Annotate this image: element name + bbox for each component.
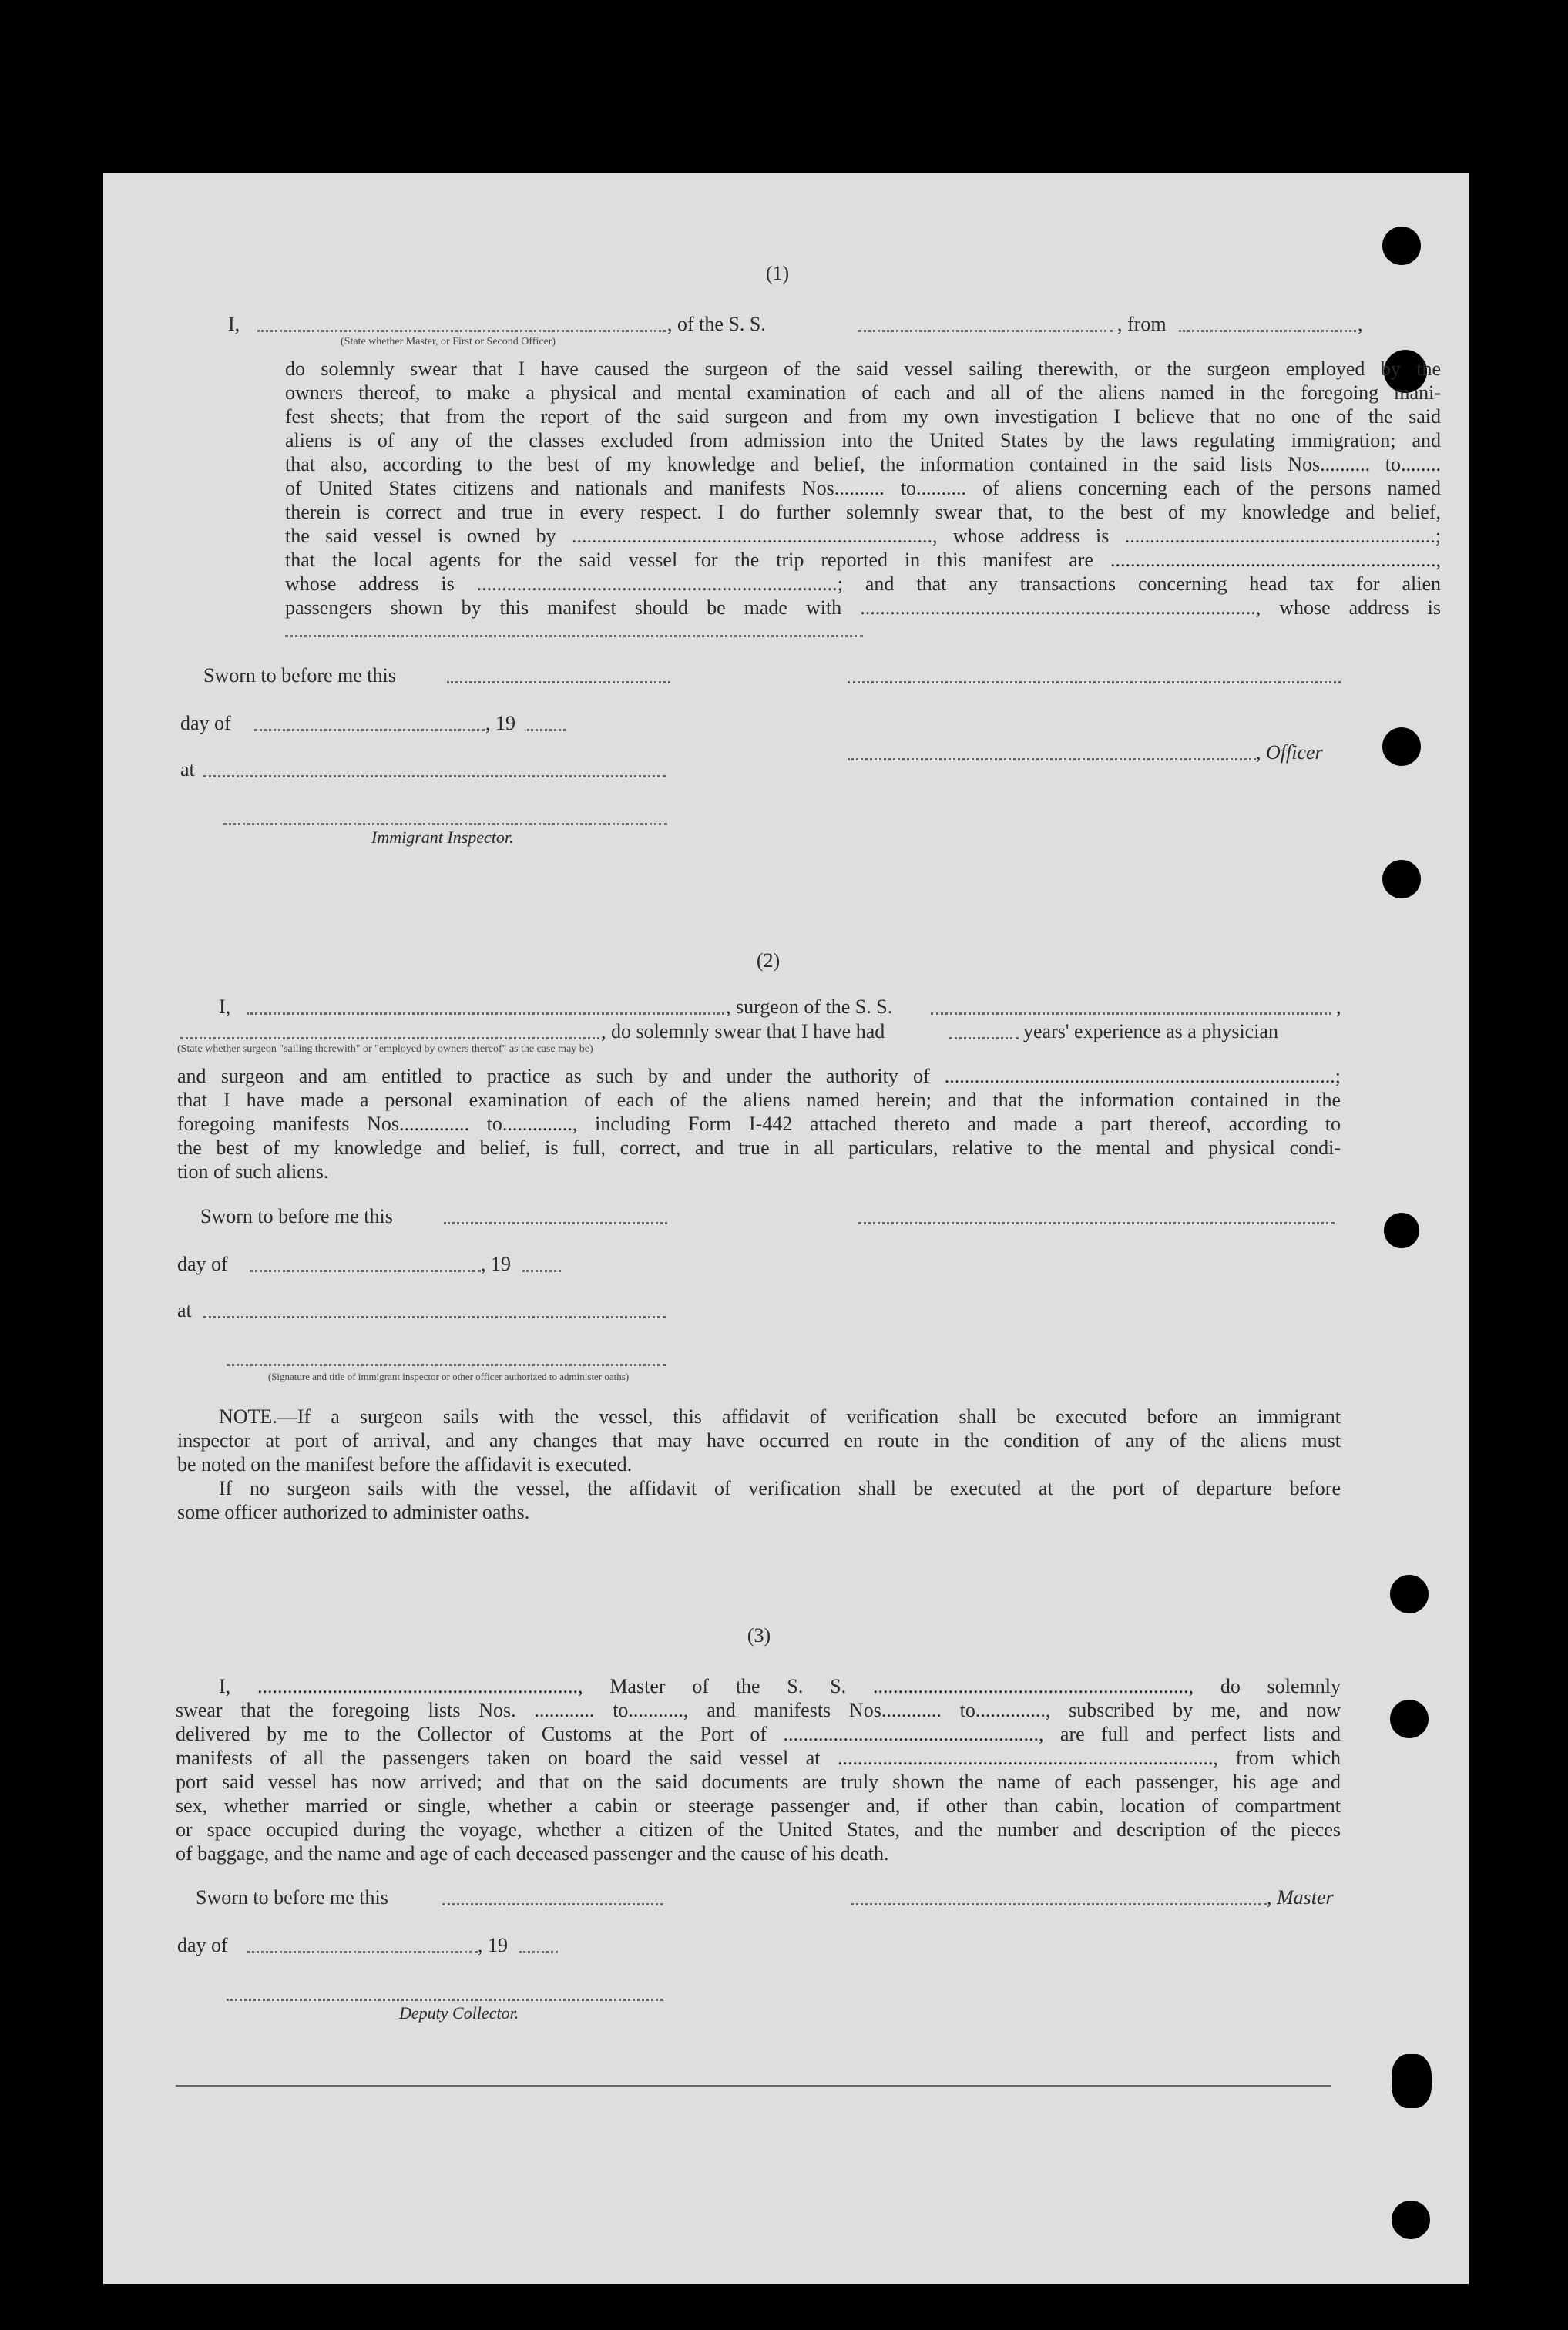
s3-line: manifests of all the passengers taken on board the said vessel at ..........................................................................., from which bbox=[176, 1747, 1341, 1769]
s2-officer-signature-blank bbox=[227, 1364, 666, 1366]
s1-of-ss-label: , of the S. S. bbox=[667, 313, 766, 335]
master-name-blank bbox=[257, 330, 666, 332]
s2-year-blank bbox=[522, 1270, 561, 1272]
master-signature-blank bbox=[851, 1903, 1267, 1905]
s2-years-label: years' experience as a physician bbox=[1023, 1020, 1278, 1042]
surgeon-type-blank bbox=[180, 1037, 599, 1039]
s1-line: whose address is ........................................................................; and that any transactions concerning head tax for alien bbox=[285, 572, 1441, 595]
s2-surgeon-label: , surgeon of the S. S. bbox=[726, 995, 893, 1018]
s2-swear-label: , do solemnly swear that I have had bbox=[601, 1020, 885, 1042]
section-2-number: (2) bbox=[756, 949, 781, 972]
s1-line: that also, according to the best of my knowledge and belief, the information contained in the said lists Nos.......... to........ bbox=[285, 453, 1441, 475]
s2-year-label: , 19 bbox=[481, 1253, 511, 1275]
s2-note-line: be noted on the manifest before the affidavit is executed. bbox=[177, 1453, 633, 1476]
s1-line: passengers shown by this manifest should be made with ..............................................................................., whose address is bbox=[285, 596, 1441, 619]
s2-note-line bbox=[219, 1405, 1341, 1429]
vessel-name-blank bbox=[858, 330, 1113, 332]
s1-year-blank bbox=[527, 729, 566, 731]
s1-line: that the local agents for the said vessel for the trip reported in this manifest are ................................................................., bbox=[285, 549, 1441, 571]
s1-signature-blank bbox=[848, 681, 1341, 683]
years-experience-blank bbox=[949, 1037, 1019, 1039]
s2-note-line: inspector at port of arrival, and any changes that may have occurred en route in the condition of any of the aliens must bbox=[177, 1429, 1341, 1452]
s1-line-end: , bbox=[1358, 313, 1363, 335]
s1-i-label: I, bbox=[228, 313, 240, 335]
s2-note2-line: If no surgeon sails with the vessel, the affidavit of verification shall be executed at the port of departure before bbox=[219, 1477, 1341, 1499]
s3-line: of baggage, and the name and age of each deceased passenger and the cause of his death. bbox=[176, 1842, 889, 1865]
punch-hole bbox=[1382, 727, 1421, 766]
s2-vessel-blank bbox=[931, 1012, 1331, 1015]
s3-line: port said vessel has now arrived; and that on the said documents are truly shown the name of each passenger, his age and bbox=[176, 1771, 1341, 1793]
punch-hole bbox=[1392, 2054, 1432, 2108]
s2-sworn-label: Sworn to before me this bbox=[200, 1205, 393, 1227]
s3-line: sex, whether married or single, whether a cabin or steerage passenger and, if other than cabin, location of compartment bbox=[176, 1795, 1341, 1817]
s1-line: therein is correct and true in every respect. I do further solemnly swear that, to the best of my knowledge and belief, bbox=[285, 501, 1441, 523]
s3-line: I, ................................................................, Master of the S. S. ..............................................................., do solemnly bbox=[219, 1675, 1341, 1697]
s1-day-label: day of bbox=[180, 712, 231, 734]
signature-title-note: (Signature and title of immigrant inspector or other officer authorized to administer oaths) bbox=[267, 1371, 630, 1382]
bottom-rule bbox=[176, 2085, 1331, 2087]
punch-hole bbox=[1382, 860, 1421, 898]
punch-hole bbox=[1390, 1700, 1429, 1738]
note-text: —If a surgeon sails with the vessel, this affidavit of verification shall be executed before an immigrant bbox=[277, 1405, 1341, 1428]
s2-note2-line: some officer authorized to administer oaths. bbox=[177, 1501, 530, 1523]
s2-line: tion of such aliens. bbox=[177, 1160, 329, 1183]
section-3-number: (3) bbox=[747, 1624, 771, 1647]
note-label: NOTE. bbox=[219, 1405, 277, 1428]
s1-line: the said vessel is owned by ........................................................................, whose address is ..............................................................; bbox=[285, 525, 1441, 547]
from-port-blank bbox=[1179, 330, 1356, 332]
s2-day-label: day of bbox=[177, 1253, 228, 1275]
punch-hole bbox=[1390, 1575, 1429, 1613]
s1-day-blank bbox=[254, 729, 485, 731]
master-role-note: (State whether Master, or First or Second Officer) bbox=[341, 336, 556, 347]
s3-line: or space occupied during the voyage, whether a citizen of the United States, and the number and description of the pieces bbox=[176, 1818, 1341, 1841]
deputy-label: Deputy Collector. bbox=[399, 2003, 519, 2023]
s2-line: that I have made a personal examination of each of the aliens named herein; and that the information contained in the bbox=[177, 1089, 1341, 1111]
s1-line: of United States citizens and nationals and manifests Nos.......... to.......... of aliens concerning each of the persons named bbox=[285, 477, 1441, 499]
s3-year-blank bbox=[519, 1951, 558, 1953]
s3-day-blank bbox=[247, 1951, 478, 1953]
s1-line: aliens is of any of the classes excluded from admission into the United States by the laws regulating immigration; and bbox=[285, 429, 1441, 452]
punch-hole bbox=[1382, 227, 1421, 265]
section-1-number: (1) bbox=[765, 262, 790, 284]
s1-line: do solemnly swear that I have caused the surgeon of the said vessel sailing therewith, or the surgeon employed by the bbox=[285, 358, 1441, 380]
s2-signature-blank bbox=[858, 1222, 1335, 1224]
s3-year-label: , 19 bbox=[478, 1934, 508, 1956]
s3-sworn-label: Sworn to before me this bbox=[196, 1886, 388, 1909]
manifest-page bbox=[103, 173, 1469, 2284]
punch-hole bbox=[1384, 1213, 1419, 1248]
s1-at-blank bbox=[203, 775, 666, 777]
s2-i-label: I, bbox=[219, 995, 231, 1018]
inspector-label: Immigrant Inspector. bbox=[371, 828, 514, 847]
inspector-signature-blank bbox=[223, 823, 667, 825]
s1-sworn-blank bbox=[447, 681, 670, 683]
s2-at-blank bbox=[203, 1316, 666, 1318]
s2-sworn-blank bbox=[444, 1222, 667, 1224]
s3-day-label: day of bbox=[177, 1934, 228, 1956]
s3-sworn-blank bbox=[442, 1903, 663, 1905]
s3-line: delivered by me to the Collector of Customs at the Port of ..................................................., are full and perfect lists and bbox=[176, 1723, 1341, 1745]
s2-at-label: at bbox=[177, 1299, 192, 1321]
payment-address-blank bbox=[285, 635, 863, 637]
surgeon-type-note: (State whether surgeon "sailing therewith" or "employed by owners thereof" as the case may be) bbox=[177, 1043, 593, 1055]
s3-line: swear that the foregoing lists Nos. ............ to..........., and manifests Nos............ to.............., subscribed by me, and now bbox=[176, 1699, 1341, 1721]
s1-at-label: at bbox=[180, 758, 195, 781]
s2-line: the best of my knowledge and belief, is full, correct, and true in all particulars, relative to the mental and physical condi- bbox=[177, 1136, 1341, 1159]
s1-sworn-label: Sworn to before me this bbox=[203, 664, 396, 687]
master-label: , Master bbox=[1267, 1886, 1334, 1909]
surgeon-name-blank bbox=[247, 1012, 724, 1015]
s2-line: and surgeon and am entitled to practice as such by and under the authority of ..............................................................................; bbox=[177, 1065, 1341, 1087]
s1-year-label: , 19 bbox=[485, 712, 515, 734]
s1-line: owners thereof, to make a physical and mental examination of each and all of the aliens named in the foregoing mani- bbox=[285, 381, 1441, 404]
deputy-signature-blank bbox=[227, 1999, 663, 2001]
officer-label: , Officer bbox=[1256, 741, 1323, 764]
punch-hole bbox=[1392, 2201, 1430, 2239]
s2-line-end: , bbox=[1336, 995, 1341, 1018]
s1-line: fest sheets; that from the report of the said surgeon and from my own investigation I believe that no one of the said bbox=[285, 405, 1441, 428]
s2-day-blank bbox=[250, 1270, 481, 1272]
s2-line: foregoing manifests Nos.............. to.............., including Form I-442 attached thereto and made a part thereof, according to bbox=[177, 1113, 1341, 1135]
s1-from-label: , from bbox=[1117, 313, 1167, 335]
officer-blank bbox=[848, 758, 1256, 760]
